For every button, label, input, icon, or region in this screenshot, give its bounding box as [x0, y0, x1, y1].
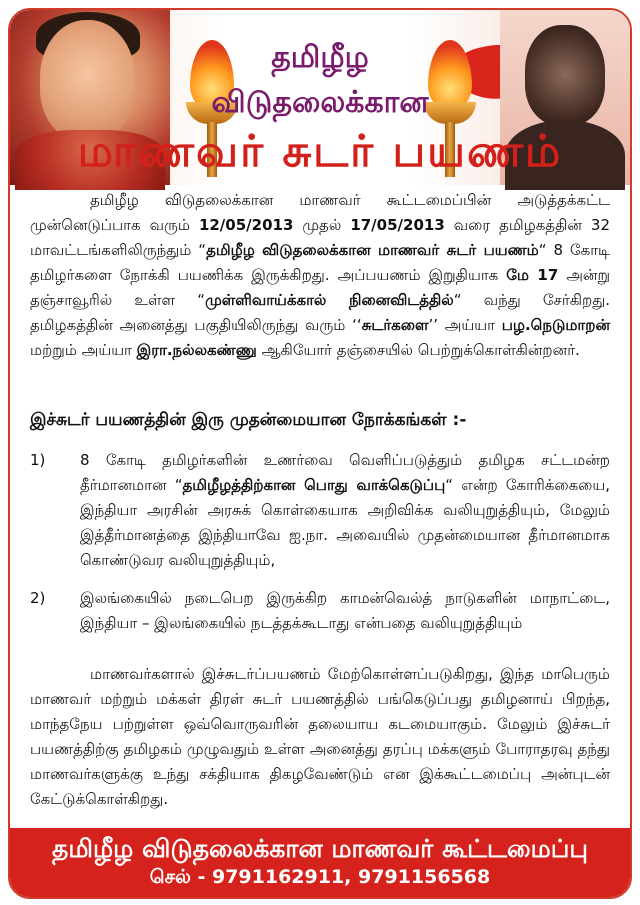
objective-text: 8 கோடி தமிழர்களின் உணர்வை வெளிப்படுத்தும் தமிழக சட்டமன்ற தீர்மானமான “தமிழீழத்திற்கான பொது வாக்கெடுப்பு“ என்ற கோரிக்கையை, இந்தியா அரசின் அரசுக் கொள்கையாக அறிவிக்க வலியுறுத்தியும், மேலும் இத்தீர்மானத்தை இந்தியாவே ஐ.நா. அவையில் முதன்மையான தீர்மானமாக கொண்டுவர வலியுறுத்தியும், [80, 451, 610, 569]
date-to: 17/05/2013 [350, 216, 445, 234]
organization-name: தமிழீழ விடுதலைக்கான மாணவர் கூட்டமைப்பு [52, 834, 588, 863]
date-final: மே 17 [506, 266, 559, 284]
objectives-heading: இச்சுடர் பயணத்தின் இரு முதன்மையான நோக்கங்கள் :- [30, 410, 467, 430]
date-from: 12/05/2013 [198, 216, 294, 234]
objective-number: 1) [30, 451, 46, 469]
memorial-name: முள்ளிவாய்க்கால் நினைவிடத்தில் [205, 291, 454, 309]
title-line-1: தமிழீழ [271, 40, 369, 75]
contact-phone: செல் - 9791162911, 9791156568 [149, 866, 491, 888]
title-line-2: விடுதலைக்கான [211, 85, 429, 120]
objective-text: இலங்கையில் நடைபெற இருக்கிற காமன்வெல்த் நாடுகளின் மாநாட்டை, இந்தியா – இலங்கையில் நடத்தக்கூடாது என்பதை வலியுறுத்தியும் [80, 589, 610, 632]
objective-number: 2) [30, 589, 46, 607]
title-line-3: மாணவர் சுடர் பயணம் [77, 126, 563, 177]
person-2: இரா.நல்லகண்ணு [136, 341, 257, 359]
poster-header [10, 10, 630, 185]
person-1: பழ.நெடுமாறன் [501, 316, 610, 334]
campaign-name: தமிழீழ விடுதலைக்கான மாணவர் சுடர் பயணம் [206, 241, 539, 259]
closing-paragraph: மாணவர்களால் இச்சுடர்ப்பயணம் மேற்கொள்ளப்படுகிறது, இந்த மாபெரும் மாணவர் மற்றும் மக்கள் திரள் சுடர் பயணத்தில் பங்கெடுப்பது தமிழனாய் பிறந்த, மாந்தநேய பற்றுள்ள ஒவ்வொருவரின் தலையாய கடமையாகும். மேலும் இச்சுடர் பயணத்திற்கு தமிழகம் முழுவதும் உள்ள அனைத்து தரப்பு மக்களும் போராதரவு தந்து மாணவர்களுக்கு உந்து சக்தியாக திகழவேண்டும் என இக்கூட்டமைப்பு அன்புடன் கேட்டுக்கொள்கிறது. [30, 665, 610, 808]
poster-frame [8, 8, 632, 899]
intro-paragraph: தமிழீழ விடுதலைக்கான மாணவர் கூட்டமைப்பின் அடுத்தக்கட்ட முன்னெடுப்பாக வரும் 12/05/2013 முதல் 17/05/2013 வரை தமிழகத்தின் 32 மாவட்டங்களிலிருந்தும் “தமிழீழ விடுதலைக்கான மாணவர் சுடர் பயணம்“ 8 கோடி தமிழர்களை நோக்கி பயணிக்க இருக்கிறது. அப்பயணம் இறுதியாக மே 17 அன்று தஞ்சாவூரில் உள்ள “முள்ளிவாய்க்கால் நினைவிடத்தில்“ வந்து சேர்கிறது. தமிழகத்தின் அனைத்து பகுதியிலிருந்து வரும் ‘‘சுடர்களை’’ அய்யா பழ.நெடுமாறன் மற்றும் அய்யா இரா.நல்லகண்ணு ஆகியோர் தஞ்சையில் பெற்றுக்கொள்கின்றனர். [30, 191, 611, 359]
footer-banner [10, 828, 630, 897]
torches-word: சுடர்களை [361, 316, 429, 334]
